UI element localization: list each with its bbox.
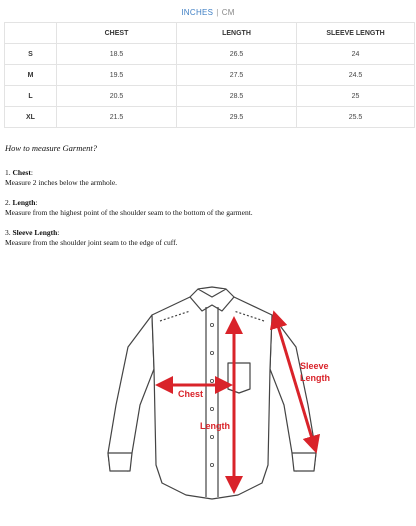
length-cell: 28.5 bbox=[177, 86, 297, 107]
step-name: Sleeve Length bbox=[12, 228, 58, 237]
step-chest bbox=[5, 168, 117, 188]
step-sleeve-length bbox=[5, 228, 178, 248]
shirt-diagram-svg bbox=[100, 285, 330, 517]
step-name: Chest bbox=[12, 168, 31, 177]
unit-toggle bbox=[0, 8, 416, 17]
step-length bbox=[5, 198, 253, 218]
header-length: LENGTH bbox=[177, 23, 297, 44]
step-colon: : bbox=[57, 228, 60, 237]
shirt-outline bbox=[108, 287, 316, 499]
step-name: Length bbox=[12, 198, 36, 207]
size-cell: XL bbox=[5, 107, 57, 128]
table-row bbox=[5, 44, 415, 65]
step-description: Measure 2 inches below the armhole. bbox=[5, 178, 118, 187]
table-header-row bbox=[5, 23, 415, 44]
step-number: 1. bbox=[5, 168, 11, 177]
table-row bbox=[5, 65, 415, 86]
unit-separator: | bbox=[216, 8, 219, 17]
sleeve-label-line2: Length bbox=[300, 373, 330, 383]
sleeve-label-line1: Sleeve bbox=[300, 361, 329, 371]
chest-cell: 18.5 bbox=[57, 44, 177, 65]
chest-cell: 20.5 bbox=[57, 86, 177, 107]
size-cell: S bbox=[5, 44, 57, 65]
header-sleeve-length: SLEEVE LENGTH bbox=[297, 23, 415, 44]
table-row bbox=[5, 107, 415, 128]
chest-cell: 21.5 bbox=[57, 107, 177, 128]
step-number: 2. bbox=[5, 198, 11, 207]
header-chest: CHEST bbox=[57, 23, 177, 44]
chest-cell: 19.5 bbox=[57, 65, 177, 86]
unit-inches[interactable]: INCHES bbox=[181, 8, 214, 17]
size-chart-table bbox=[4, 22, 415, 128]
step-description: Measure from the highest point of the shoulder seam to the bottom of the garment. bbox=[5, 208, 253, 217]
step-colon: : bbox=[35, 198, 38, 207]
how-to-measure-title: How to measure Garment? bbox=[5, 143, 97, 153]
step-number: 3. bbox=[5, 228, 11, 237]
length-label: Length bbox=[200, 421, 230, 431]
length-cell: 29.5 bbox=[177, 107, 297, 128]
header-size bbox=[5, 23, 57, 44]
unit-cm[interactable]: CM bbox=[221, 8, 235, 17]
length-cell: 27.5 bbox=[177, 65, 297, 86]
step-colon: : bbox=[30, 168, 33, 177]
chest-label: Chest bbox=[178, 389, 204, 399]
sleeve-cell: 24.5 bbox=[297, 65, 415, 86]
size-cell: M bbox=[5, 65, 57, 86]
sleeve-cell: 24 bbox=[297, 44, 415, 65]
shirt-measurement-diagram bbox=[100, 285, 330, 517]
size-cell: L bbox=[5, 86, 57, 107]
length-cell: 26.5 bbox=[177, 44, 297, 65]
step-description: Measure from the shoulder joint seam to the edge of cuff. bbox=[5, 238, 178, 247]
table-row bbox=[5, 86, 415, 107]
sleeve-cell: 25.5 bbox=[297, 107, 415, 128]
sleeve-cell: 25 bbox=[297, 86, 415, 107]
